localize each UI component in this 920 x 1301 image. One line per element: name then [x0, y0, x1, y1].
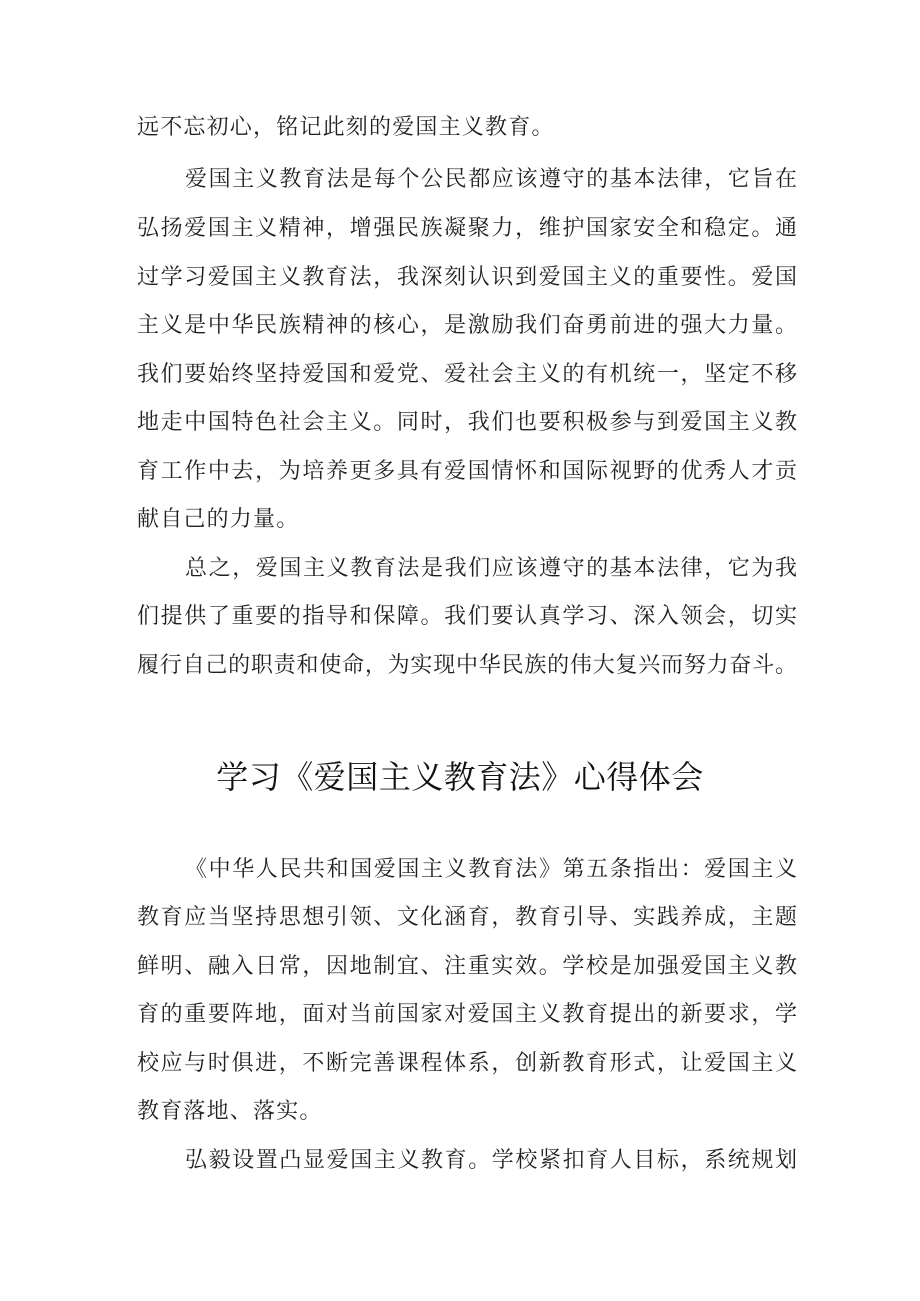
- paragraph-line: 弘毅设置凸显爱国主义教育。学校紧扣育人目标，系统规划: [185, 1148, 797, 1173]
- paragraph-line: 教育落地、落实。: [137, 1099, 323, 1124]
- paragraph-line: 爱国主义教育法是每个公民都应该遵守的基本法律，它旨在: [185, 167, 797, 192]
- paragraph-line: 过学习爱国主义教育法，我深刻认识到爱国主义的重要性。爱国: [137, 265, 797, 290]
- paragraph-line: 鲜明、融入日常，因地制宜、注重实效。学校是加强爱国主义教: [137, 954, 797, 979]
- paragraph-line: 献自己的力量。: [137, 507, 300, 532]
- paragraph-line: 校应与时俱进，不断完善课程体系，创新教育形式，让爱国主义: [137, 1051, 797, 1076]
- paragraph-line: 履行自己的职责和使命，为实现中华民族的伟大复兴而努力奋斗。: [137, 653, 797, 678]
- paragraph-line: 育的重要阵地，面对当前国家对爱国主义教育提出的新要求，学: [137, 1002, 797, 1027]
- paragraph-line: 育工作中去，为培养更多具有爱国情怀和国际视野的优秀人才贡: [137, 459, 797, 484]
- paragraph-line: 弘扬爱国主义精神，增强民族凝聚力，维护国家安全和稳定。通: [137, 216, 797, 241]
- paragraph-line: 教育应当坚持思想引领、文化涵育，教育引导、实践养成，主题: [137, 905, 797, 930]
- paragraph-line: 我们要始终坚持爱国和爱党、爱社会主义的有机统一，坚定不移: [137, 362, 797, 387]
- paragraph-line: 总之，爱国主义教育法是我们应该遵守的基本法律，它为我: [185, 556, 797, 581]
- paragraph-line: 地走中国特色社会主义。同时，我们也要积极参与到爱国主义教: [137, 410, 797, 435]
- page-title: 学习《爱国主义教育法》心得体会: [216, 758, 704, 796]
- paragraph-line: 们提供了重要的指导和保障。我们要认真学习、深入领会，切实: [137, 604, 797, 629]
- paragraph-line: 《中华人民共和国爱国主义教育法》第五条指出：爱国主义: [185, 857, 797, 882]
- paragraph-line: 主义是中华民族精神的核心，是激励我们奋勇前进的强大力量。: [137, 313, 797, 338]
- paragraph-line: 远不忘初心，铭记此刻的爱国主义教育。: [137, 115, 555, 140]
